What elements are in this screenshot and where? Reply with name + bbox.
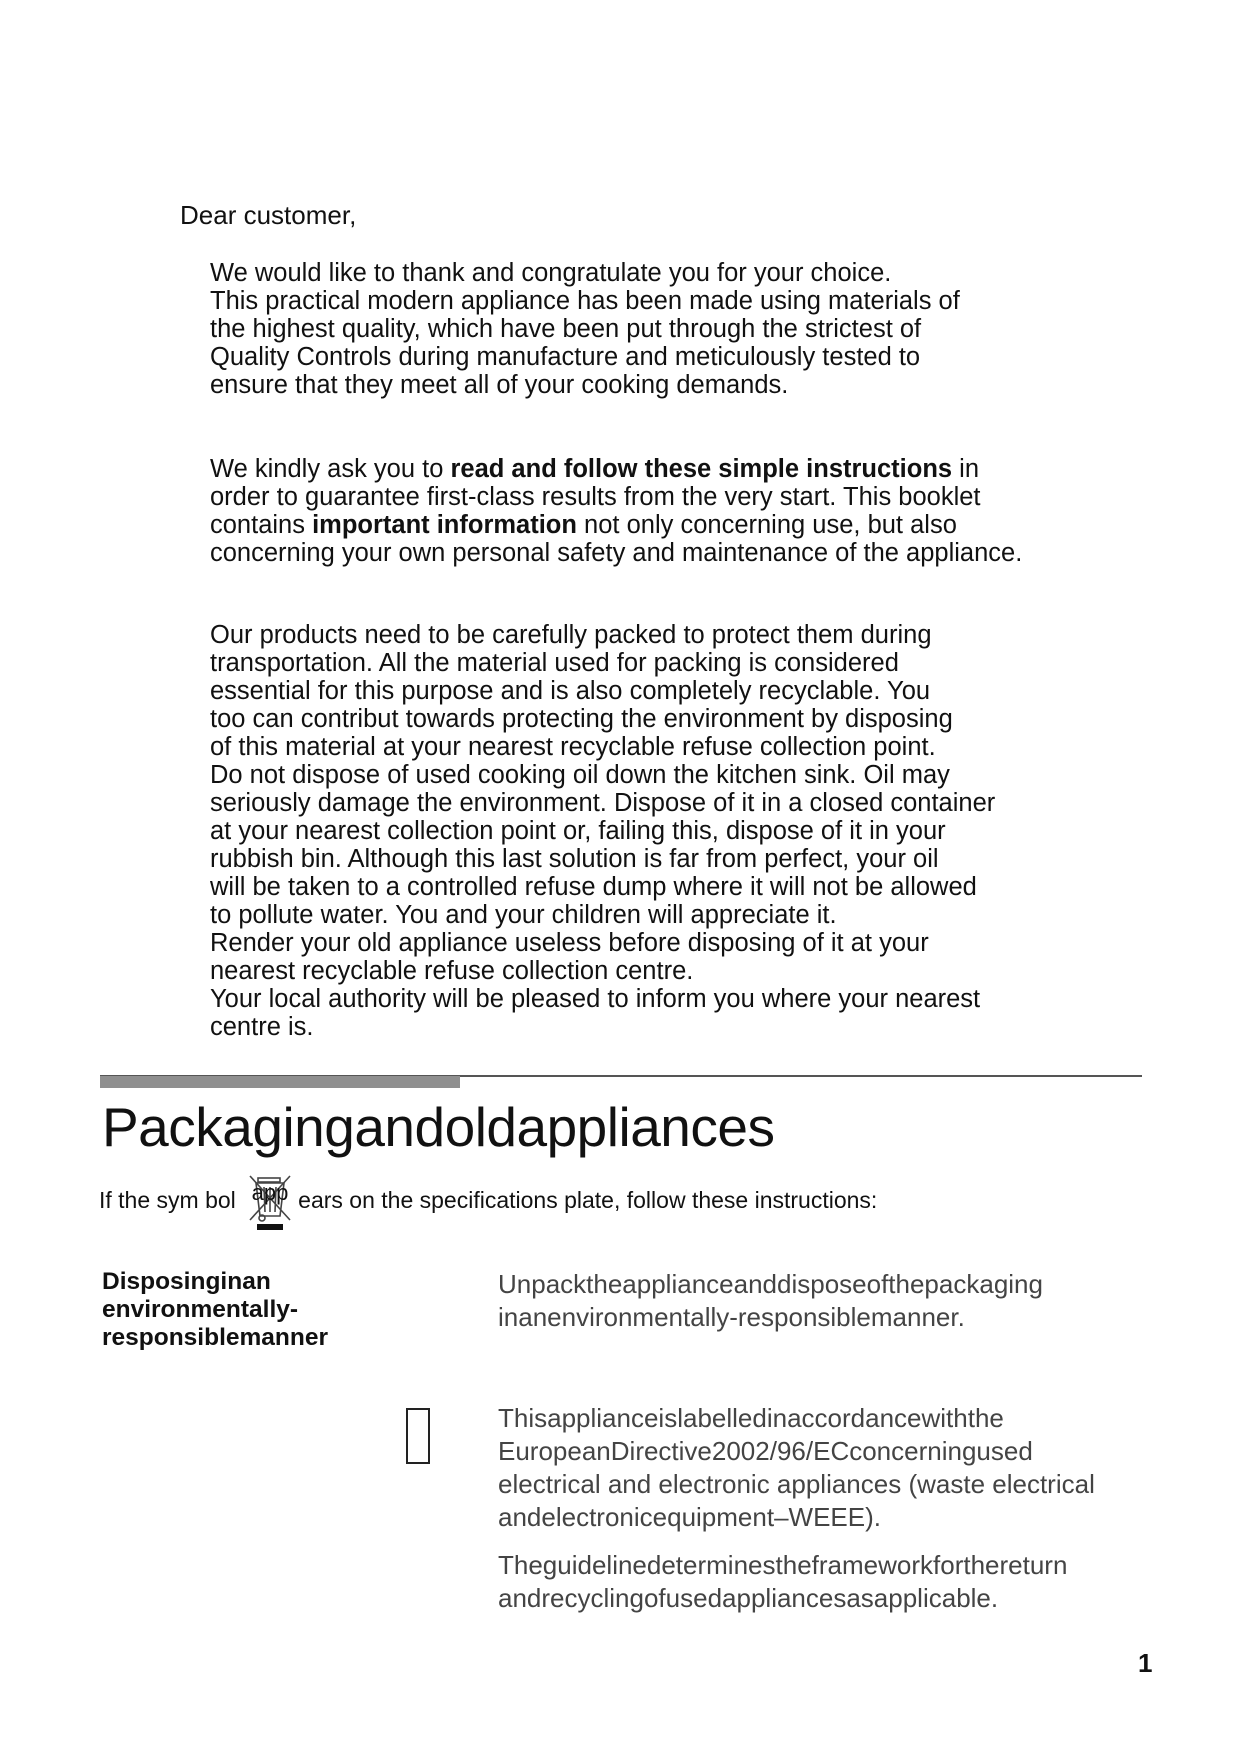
crossed-out-wheelie-bin-icon xyxy=(244,1172,296,1234)
guideline-text xyxy=(498,1549,1138,1615)
packaging-line: Our products need to be carefully packed to protect them during xyxy=(210,621,932,649)
packaging-line: Do not dispose of used cooking oil down the kitchen sink. Oil may xyxy=(210,761,950,789)
section-heading: Packagingandoldappliances xyxy=(102,1096,775,1158)
intro-line: the highest quality, which have been put through the strictest of xyxy=(210,315,922,343)
body-line: Unpacktheapplianceanddisposeofthepackaging xyxy=(498,1269,1043,1299)
symbol-text-before: If the sym bol xyxy=(99,1187,243,1213)
packaging-line: will be taken to a controlled refuse dump where it will not be allowed xyxy=(210,873,977,901)
disposal-side-heading xyxy=(102,1268,328,1352)
instructions-text: We kindly ask you to xyxy=(210,455,451,483)
body-line: electrical and electronic appliances (waste electrical xyxy=(498,1469,1095,1499)
instructions-text: not only concerning use, but also concerning your own personal safety and maintenance of the appliance. xyxy=(210,511,1023,567)
salutation: Dear customer, xyxy=(180,200,357,230)
symbol-instruction xyxy=(99,1172,877,1234)
packaging-line: centre is. xyxy=(210,1013,314,1041)
body-line: andrecyclingofusedappliancesasapplicable. xyxy=(498,1583,999,1613)
body-line: inanenvironmentally-responsiblemanner. xyxy=(498,1302,965,1332)
packaging-line: essential for this purpose and is also completely recyclable. You xyxy=(210,677,931,705)
packaging-line: nearest recyclable refuse collection centre. xyxy=(210,957,694,985)
packaging-line: seriously damage the environment. Dispose of it in a closed container xyxy=(210,789,996,817)
symbol-text-after: ears on the specifications plate, follow these instructions: xyxy=(298,1187,878,1213)
packaging-line: Your local authority will be pleased to inform you where your nearest xyxy=(210,985,981,1013)
intro-paragraph xyxy=(210,259,1040,399)
body-line: Theguidelinedeterminestheframeworkforthereturn xyxy=(498,1550,1068,1580)
instructions-paragraph xyxy=(210,455,1040,567)
intro-line: ensure that they meet all of your cooking demands. xyxy=(210,371,789,399)
body-line: Thisapplianceislabelledinaccordancewiththe xyxy=(498,1403,1004,1433)
page-number: 1 xyxy=(1138,1648,1153,1678)
weee-directive-text xyxy=(498,1402,1138,1534)
packaging-line: rubbish bin. Although this last solution is far from perfect, your oil xyxy=(210,845,939,873)
body-line: andelectronicequipment–WEEE). xyxy=(498,1502,881,1532)
section-divider-accent xyxy=(100,1076,460,1088)
side-heading-line: responsiblemanner xyxy=(102,1324,329,1351)
instructions-text: in order to guarantee first-class results from the very start. This booklet contains xyxy=(210,455,981,539)
packaging-line: to pollute water. You and your children will appreciate it. xyxy=(210,901,837,929)
unpack-instruction xyxy=(498,1268,1138,1334)
side-heading-line: environmentally- xyxy=(102,1296,299,1323)
body-line: EuropeanDirective2002/96/ECconcerningused xyxy=(498,1436,1033,1466)
intro-line: This practical modern appliance has been made using materials of xyxy=(210,287,960,315)
svg-text:app: app xyxy=(251,1180,289,1205)
missing-glyph-box-icon xyxy=(406,1408,430,1464)
packaging-line: transportation. All the material used for packing is considered xyxy=(210,649,899,677)
packaging-line: Render your old appliance useless before disposing of it at your xyxy=(210,929,929,957)
packaging-line: at your nearest collection point or, failing this, dispose of it in your xyxy=(210,817,946,845)
intro-line: Quality Controls during manufacture and meticulously tested to xyxy=(210,343,921,371)
side-heading-line: Disposinginan xyxy=(102,1268,271,1295)
important-info-emphasis: important information xyxy=(312,511,577,539)
packaging-line: of this material at your nearest recyclable refuse collection point. xyxy=(210,733,936,761)
instructions-emphasis: read and follow these simple instructions xyxy=(450,455,953,483)
packaging-line: too can contribut towards protecting the environment by disposing xyxy=(210,705,953,733)
packaging-paragraph xyxy=(210,621,1040,1041)
intro-line: We would like to thank and congratulate you for your choice. xyxy=(210,259,892,287)
